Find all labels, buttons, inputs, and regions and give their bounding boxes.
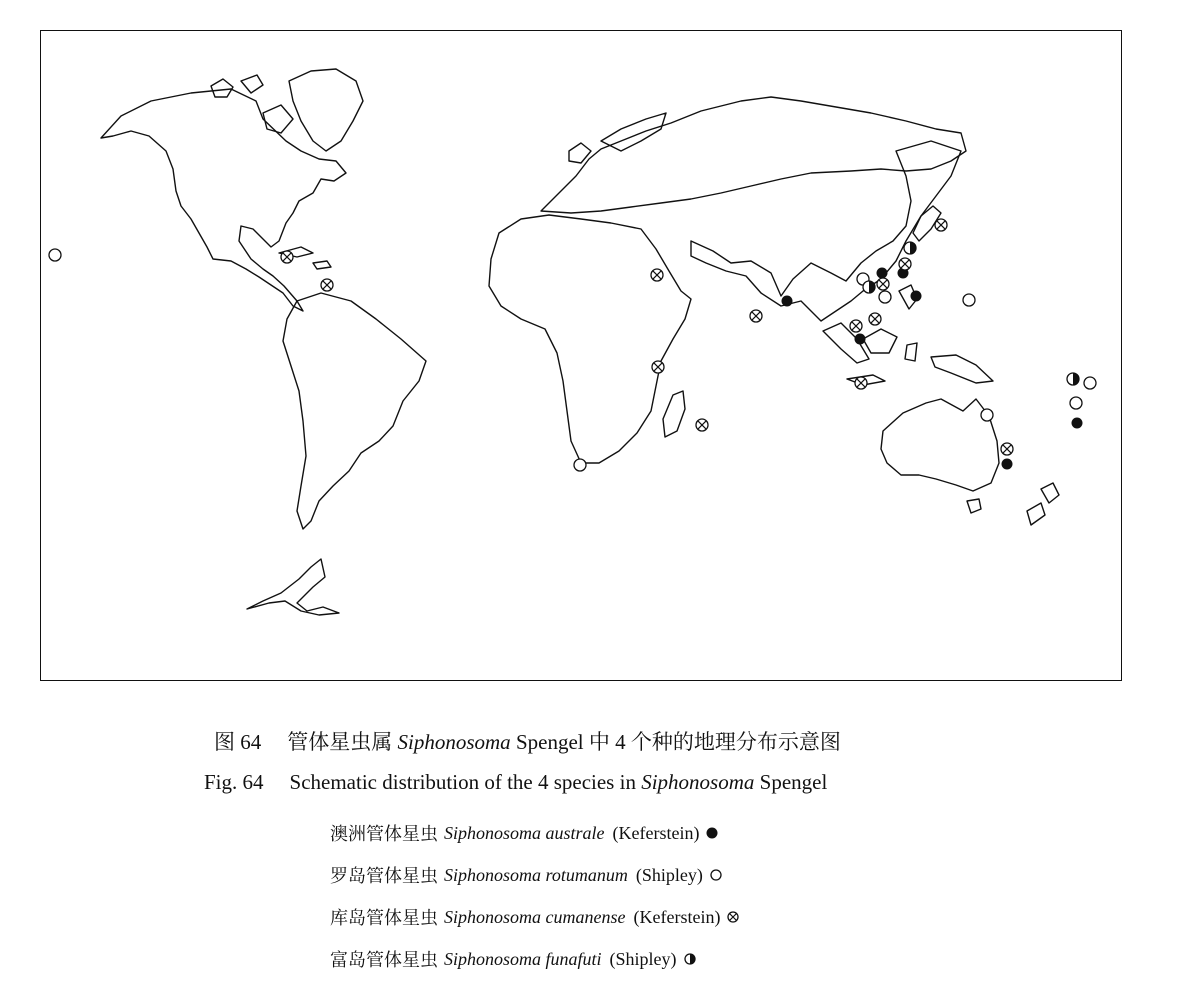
cumanense-crossed-circle-marker	[850, 320, 862, 332]
rotumanum-open-circle-marker	[879, 291, 891, 303]
funafuti-half-filled-circle-marker	[863, 281, 875, 293]
funafuti-half-filled-circle-marker	[904, 242, 916, 254]
new-zealand-outline	[1027, 483, 1059, 525]
cumanense-crossed-circle-marker	[877, 278, 889, 290]
caption-en-prefix: Schematic distribution of the 4 species in	[289, 770, 636, 794]
caption-cn-genus: Siphonosoma	[397, 730, 511, 754]
legend	[330, 812, 740, 980]
caption-en-suffix: Spengel	[759, 770, 828, 794]
cumanense-crossed-circle-marker	[696, 419, 708, 431]
legend-species-name: Siphonosoma rotumanum	[444, 864, 628, 885]
half-filled-circle-icon	[683, 952, 697, 966]
cumanense-crossed-circle-marker	[899, 258, 911, 270]
legend-item-cumanense	[330, 896, 740, 938]
crossed-circle-icon	[726, 910, 740, 924]
new-guinea-outline	[931, 355, 993, 383]
rotumanum-open-circle-marker	[1070, 397, 1082, 409]
legend-cn-name: 罗岛管体星虫	[330, 866, 438, 886]
open-circle-icon	[709, 868, 723, 882]
legend-cn-name: 富岛管体星虫	[330, 950, 438, 970]
maritime-asia-outline	[823, 285, 917, 385]
europe-outline	[541, 97, 966, 213]
caption-english	[0, 770, 1178, 795]
rotumanum-open-circle-marker	[963, 294, 975, 306]
figure-number-cn: 图 64	[214, 730, 262, 754]
australe-filled-circle-marker	[855, 334, 866, 345]
funafuti-half-filled-circle-marker	[1067, 373, 1079, 385]
legend-item-rotumanum	[330, 854, 740, 896]
cumanense-crossed-circle-marker	[869, 313, 881, 325]
cumanense-crossed-circle-marker	[1001, 443, 1013, 455]
legend-species-name: Siphonosoma cumanense	[444, 906, 626, 927]
legend-author: (Shipley)	[635, 864, 703, 885]
world-map	[40, 30, 1122, 681]
rotumanum-open-circle-marker	[49, 249, 61, 261]
greenland-outline	[289, 69, 363, 151]
cumanense-crossed-circle-marker	[935, 219, 947, 231]
scandinavia-outline	[569, 113, 666, 163]
cumanense-crossed-circle-marker	[652, 361, 664, 373]
caption-en-genus: Siphonosoma	[641, 770, 755, 794]
legend-author: (Shipley)	[609, 948, 677, 969]
legend-item-funafuti	[330, 938, 740, 980]
cumanense-crossed-circle-marker	[855, 377, 867, 389]
caption-cn-suffix: Spengel 中 4 个种的地理分布示意图	[515, 730, 841, 754]
rotumanum-open-circle-marker	[1084, 377, 1096, 389]
legend-species-name: Siphonosoma australe	[444, 822, 605, 843]
rotumanum-open-circle-marker	[574, 459, 586, 471]
australe-filled-circle-marker	[782, 296, 793, 307]
australe-filled-circle-marker	[877, 268, 888, 279]
tasmania-outline	[967, 499, 981, 513]
filled-circle-icon	[705, 826, 719, 840]
south-america-outline	[283, 293, 426, 529]
cumanense-crossed-circle-marker	[750, 310, 762, 322]
cumanense-crossed-circle-marker	[651, 269, 663, 281]
madagascar-outline	[663, 391, 685, 437]
canadian-islands-outline	[211, 75, 293, 133]
antarctica-outline	[247, 559, 339, 615]
legend-item-australe	[330, 812, 740, 854]
species-markers	[49, 219, 1096, 471]
legend-cn-name: 澳洲管体星虫	[330, 824, 438, 844]
legend-species-name: Siphonosoma funafuti	[444, 948, 602, 969]
australe-filled-circle-marker	[911, 291, 922, 302]
legend-author: (Keferstein)	[633, 906, 721, 927]
australe-filled-circle-marker	[1072, 418, 1083, 429]
legend-cn-name: 库岛管体星虫	[330, 908, 438, 928]
africa-outline	[489, 215, 691, 463]
north-america-outline	[101, 89, 346, 311]
caption-cn-prefix: 管体星虫属	[287, 730, 393, 754]
caption-chinese	[0, 726, 1178, 756]
world-map-outline	[41, 31, 1121, 680]
figure-number-en: Fig. 64	[204, 770, 264, 794]
cumanense-crossed-circle-marker	[281, 251, 293, 263]
cumanense-crossed-circle-marker	[321, 279, 333, 291]
rotumanum-open-circle-marker	[981, 409, 993, 421]
legend-author: (Keferstein)	[612, 822, 700, 843]
australe-filled-circle-marker	[1002, 459, 1013, 470]
